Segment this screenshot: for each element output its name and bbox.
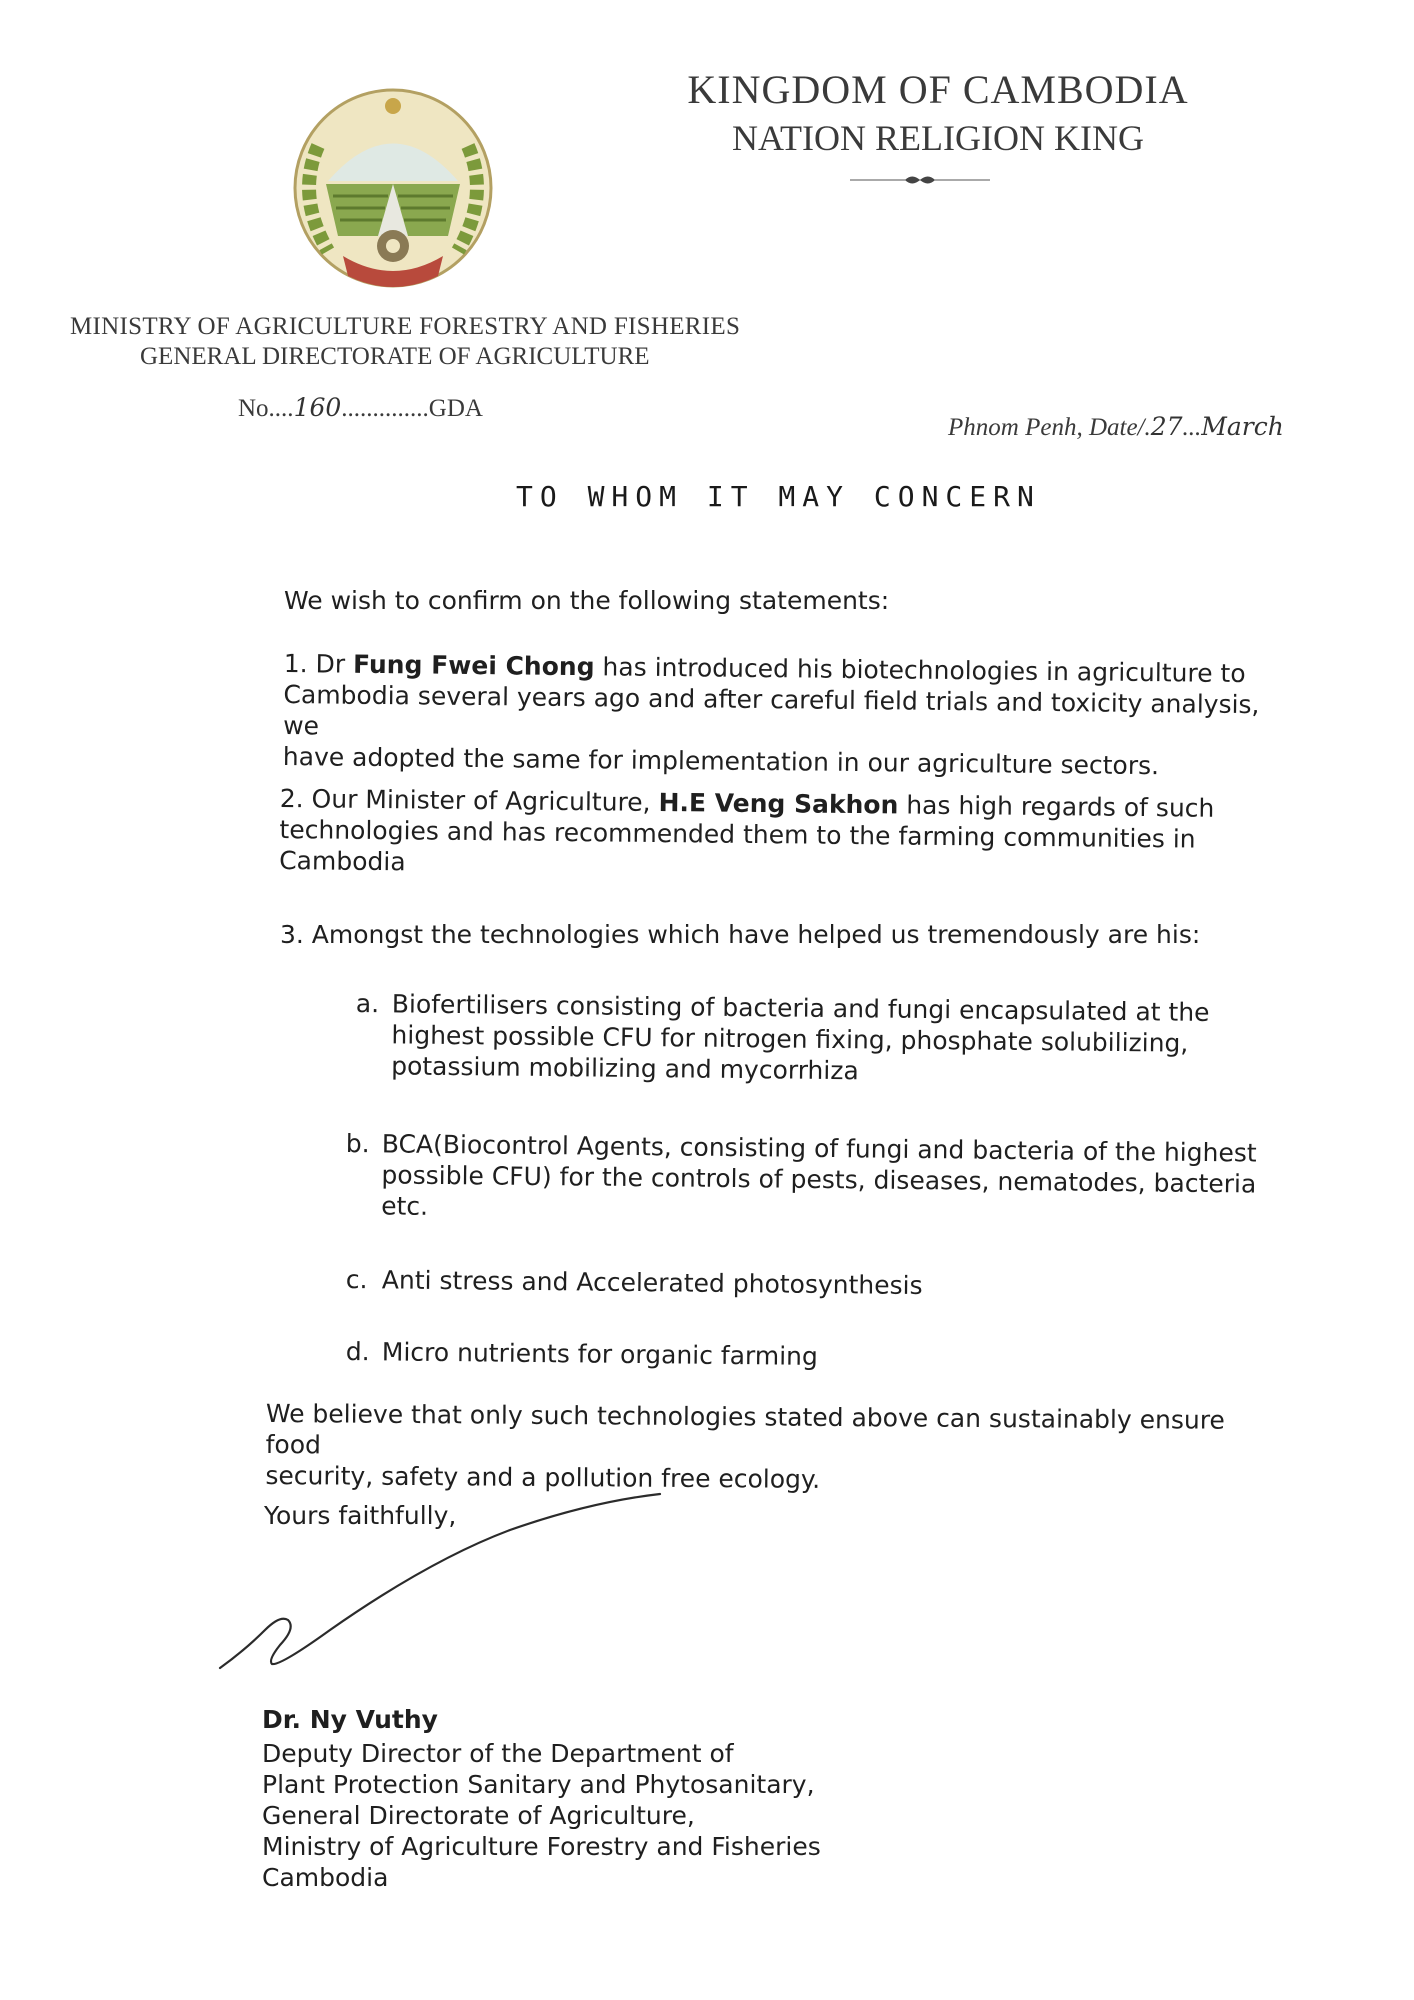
list-item-d-letter: d. (345, 1337, 370, 1367)
ref-number-handwritten: 160 (293, 393, 342, 422)
date-separator: ... (1182, 414, 1202, 441)
reference-number (238, 393, 483, 423)
intro-text: We wish to confirm on the following statements: (284, 586, 890, 615)
list-item-b (345, 1128, 1286, 1231)
list-item-d-text: Micro nutrients for organic farming (381, 1337, 819, 1371)
signatory-name: Dr. Ny Vuthy (262, 1705, 438, 1734)
closing-paragraph (265, 1398, 1266, 1498)
statement-1 (283, 648, 1274, 782)
kingdom-title: KINGDOM OF CAMBODIA (687, 67, 1189, 112)
date-day-handwritten: 27 (1150, 412, 1183, 441)
signatory-line4: Ministry of Agriculture Forestry and Fisheries (262, 1832, 821, 1861)
directorate-name: GENERAL DIRECTORATE OF AGRICULTURE (140, 343, 650, 370)
list-item-b-line1: BCA(Biocontrol Agents, consisting of fungi and bacteria of the highest (381, 1129, 1257, 1168)
list-item-a (355, 988, 1256, 1090)
statement-3: 3. Amongst the technologies which have helped us tremendously are his: (280, 920, 1201, 949)
valediction: Yours faithfully, (264, 1501, 457, 1530)
list-item-b-letter: b. (345, 1129, 370, 1159)
signatory-title (262, 1738, 821, 1893)
statement-2-pre: 2. Our Minister of Agriculture, (279, 783, 651, 817)
ornament-divider-icon (850, 172, 990, 186)
list-item-a-line3: potassium mobilizing and mycorrhiza (391, 1051, 859, 1086)
signatory-line5: Cambodia (262, 1863, 389, 1892)
statement-2-line2: technologies and has recommended them to the farming communities in (279, 814, 1196, 854)
list-item-c (346, 1264, 1246, 1304)
list-item-d (346, 1336, 1246, 1376)
statement-1-line1: has introduced his biotechnologies in agriculture to (602, 652, 1246, 689)
ref-prefix: No.... (238, 395, 294, 422)
list-item-a-line1: Biofertilisers consisting of bacteria and fungi encapsulated at the (391, 989, 1210, 1027)
list-item-b-line3: etc. (381, 1191, 429, 1221)
handwritten-signature-icon (210, 1490, 680, 1680)
statement-2-line3: Cambodia (279, 845, 406, 877)
letter-heading: TO WHOM IT MAY CONCERN (516, 480, 1041, 513)
ref-suffix: ..............GDA (341, 395, 483, 422)
ministry-name: MINISTRY OF AGRICULTURE FORESTRY AND FISHERIES (70, 313, 741, 340)
ministry-emblem-icon (288, 86, 498, 296)
date-month-handwritten: March (1201, 412, 1284, 441)
closing-line2: security, safety and a pollution free ecology. (265, 1460, 821, 1494)
statement-2-line1: has high regards of such (906, 790, 1215, 823)
list-item-c-letter: c. (345, 1265, 368, 1295)
statement-2-name: H.E Veng Sakhon (658, 787, 899, 820)
closing-line1: We believe that only such technologies stated above can sustainably ensure food (265, 1399, 1225, 1460)
statement-1-line2: Cambodia several years ago and after careful field trials and toxicity analysis, we (283, 679, 1260, 741)
list-item-a-line2: highest possible CFU for nitrogen fixing, phosphate solubilizing, (391, 1020, 1189, 1058)
date-prefix: Phnom Penh, Date/. (948, 414, 1151, 441)
signatory-line2: Plant Protection Sanitary and Phytosanitary, (262, 1770, 815, 1799)
signatory-line1: Deputy Director of the Department of (262, 1739, 734, 1768)
nation-motto: NATION RELIGION KING (732, 118, 1144, 158)
signatory-line3: General Directorate of Agriculture, (262, 1801, 695, 1830)
statement-1-pre: Dr (315, 649, 346, 679)
list-item-a-letter: a. (355, 988, 380, 1019)
statement-2 (279, 783, 1260, 886)
date-line (948, 412, 1284, 442)
statement-1-line3: have adopted the same for implementation in our agriculture sectors. (282, 741, 1160, 781)
list-item-c-text: Anti stress and Accelerated photosynthesis (381, 1265, 923, 1301)
statement-1-name: Fung Fwei Chong (352, 649, 595, 682)
statement-1-number: 1. (283, 648, 308, 679)
list-item-b-line2: possible CFU) for the controls of pests, diseases, nematodes, bacteria (381, 1160, 1257, 1199)
